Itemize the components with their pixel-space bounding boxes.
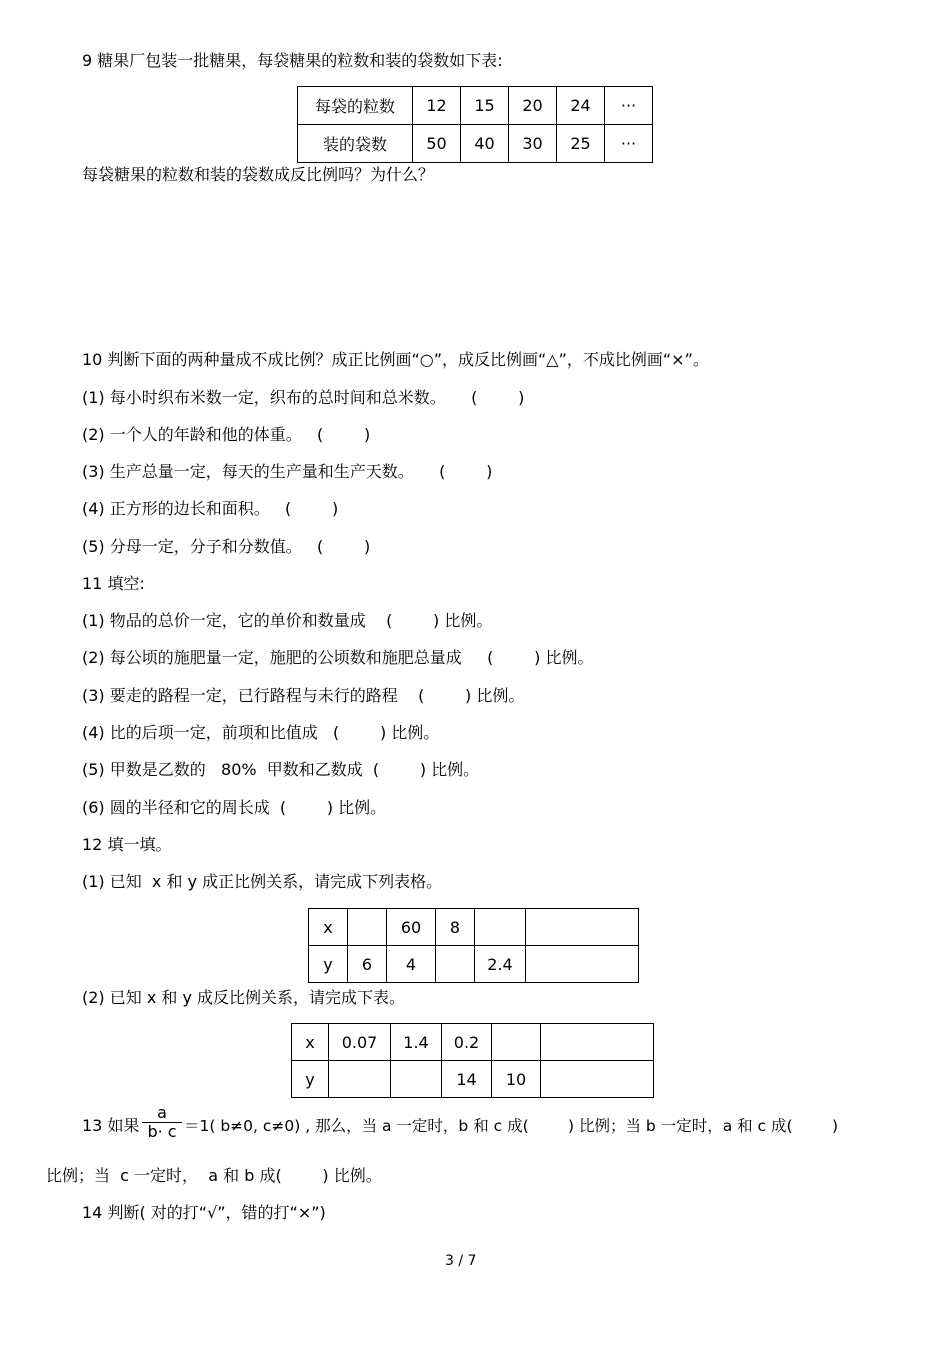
table-cell (436, 946, 475, 983)
table-cell: 6 (348, 946, 387, 983)
q12-part1: (1) 已知 x 和 y 成正比例关系，请完成下列表格。 (82, 872, 443, 891)
q13-rest: ＝1( b≠0, c≠0) , 那么，当 a 一定时，b 和 c 成( ) 比例；当 b 一定时，a 和 c 成( ) (184, 1117, 839, 1135)
table-cell: 每袋的粒数 (298, 87, 413, 125)
table-cell: 装的袋数 (298, 125, 413, 163)
table-cell: x (292, 1024, 329, 1061)
table-cell: y (292, 1061, 329, 1098)
page-number: 3 / 7 (445, 1253, 477, 1269)
table-cell: 4 (387, 946, 436, 983)
table-cell: 30 (509, 125, 557, 163)
table-cell: 60 (387, 909, 436, 946)
table-cell: 20 (509, 87, 557, 125)
q13-prefix: 13 如果 (82, 1116, 140, 1135)
table-cell: 2.4 (475, 946, 526, 983)
table-cell: y (309, 946, 348, 983)
table-cell (541, 1061, 654, 1098)
q10-item: (4) 正方形的边长和面积。 ( ) (82, 499, 339, 518)
table-cell: 12 (413, 87, 461, 125)
q11-item: (3) 要走的路程一定，已行路程与未行的路程 ( ) 比例。 (82, 686, 525, 705)
q11-item: (6) 圆的半径和它的周长成 ( ) 比例。 (82, 798, 387, 817)
table-cell: 24 (557, 87, 605, 125)
table-cell: 0.2 (442, 1024, 492, 1061)
q11-item: (4) 比的后项一定，前项和比值成 ( ) 比例。 (82, 723, 440, 742)
q10-title: 10 判断下面的两种量成不成比例？成正比例画“○”，成反比例画“△”，不成比例画“×”。 (82, 350, 709, 369)
table-cell: 1.4 (391, 1024, 442, 1061)
table-cell: ··· (605, 125, 653, 163)
q11-item: (5) 甲数是乙数的 80% 甲数和乙数成 ( ) 比例。 (82, 760, 480, 779)
table-cell (526, 946, 639, 983)
table-cell (492, 1024, 541, 1061)
table-cell: 0.07 (329, 1024, 391, 1061)
q12-table2 (291, 1023, 654, 1098)
q10-item: (2) 一个人的年龄和他的体重。 ( ) (82, 425, 371, 444)
table-cell: x (309, 909, 348, 946)
table-cell (526, 909, 639, 946)
q11-title: 11 填空: (82, 574, 145, 593)
table-cell (348, 909, 387, 946)
q10-item: (5) 分母一定，分子和分数值。 ( ) (82, 537, 371, 556)
q11-item: (1) 物品的总价一定，它的单价和数量成 ( ) 比例。 (82, 611, 493, 630)
q13-line2: 比例；当 c 一定时， a 和 b 成( ) 比例。 (46, 1166, 382, 1185)
q14-title: 14 判断( 对的打“√”，错的打“×”) (82, 1203, 326, 1222)
q12-title: 12 填一填。 (82, 835, 172, 854)
q10-item: (1) 每小时织布米数一定，织布的总时间和总米数。 ( ) (82, 388, 525, 407)
table-cell: 14 (442, 1061, 492, 1098)
q9-question: 每袋糖果的粒数和装的袋数成反比例吗？为什么？ (82, 165, 435, 184)
fraction-numerator: a (157, 1103, 167, 1122)
table-cell: 8 (436, 909, 475, 946)
table-cell (329, 1061, 391, 1098)
table-cell: 50 (413, 125, 461, 163)
table-cell (475, 909, 526, 946)
q11-item: (2) 每公顷的施肥量一定，施肥的公顷数和施肥总量成 ( ) 比例。 (82, 648, 594, 667)
table-cell: 40 (461, 125, 509, 163)
q9-table (297, 86, 653, 163)
q12-table1 (308, 908, 639, 983)
table-cell: 10 (492, 1061, 541, 1098)
fraction-denominator: b· c (147, 1122, 177, 1141)
table-cell: 25 (557, 125, 605, 163)
table-cell (391, 1061, 442, 1098)
q13-fraction (142, 1104, 182, 1141)
table-cell (541, 1024, 654, 1061)
q9-title: 9 糖果厂包装一批糖果，每袋糖果的粒数和装的袋数如下表: (82, 51, 503, 70)
table-cell: 15 (461, 87, 509, 125)
table-cell: ··· (605, 87, 653, 125)
q12-part2: (2) 已知 x 和 y 成反比例关系，请完成下表。 (82, 988, 406, 1007)
q10-item: (3) 生产总量一定，每天的生产量和生产天数。 ( ) (82, 462, 493, 481)
